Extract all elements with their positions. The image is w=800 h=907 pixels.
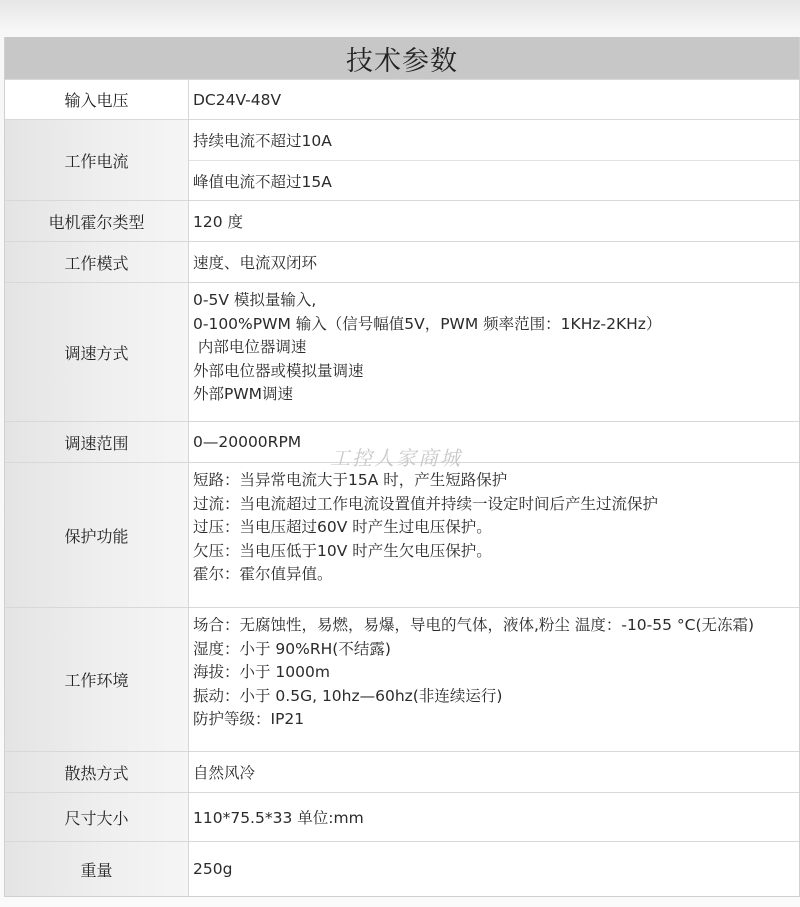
spec-value-line: 振动：小于 0.5G, 10hz—60hz(非连续运行) [193, 686, 503, 705]
spec-value-line: 过压：当电压超过60V 时产生过电压保护。 [193, 518, 492, 536]
spec-value-line: 湿度：小于 90%RH(不结露) [193, 639, 391, 658]
spec-label: 工作模式 [5, 242, 189, 282]
spec-value-line: 峰值电流不超过15A [189, 160, 799, 200]
spec-value-line: DC24V-48V [193, 90, 282, 109]
spec-value-line: 0—20000RPM [193, 433, 302, 451]
spec-row-environment [5, 607, 799, 751]
spec-value-line: 外部电位器或模拟量调速 [193, 361, 364, 380]
spec-label: 保护功能 [5, 463, 189, 607]
spec-value-line: 短路：当异常电流大于15A 时，产生短路保护 [193, 471, 508, 489]
spec-label: 电机霍尔类型 [5, 201, 189, 241]
spec-value-line: 0-5V 模拟量输入, [193, 291, 317, 309]
spec-row-weight [5, 841, 799, 897]
spec-label: 工作电流 [5, 120, 189, 200]
spec-value [189, 283, 799, 421]
spec-value-line: 速度、电流双闭环 [193, 254, 318, 272]
spec-label: 输入电压 [5, 80, 189, 119]
spec-value-line: 防护等级：IP21 [193, 710, 305, 728]
spec-value-line: 120 度 [193, 213, 244, 231]
spec-value-line: 0-100%PWM 输入（信号幅值5V，PWM 频率范围：1KHz-2KHz） [193, 314, 662, 333]
spec-value [189, 463, 799, 607]
spec-value [189, 80, 799, 119]
spec-row-speed-range [5, 421, 799, 462]
spec-value-line: 持续电流不超过10A [193, 132, 332, 150]
spec-value [189, 842, 799, 896]
spec-value [189, 608, 799, 751]
spec-row-working-current [5, 119, 799, 200]
spec-row-protection [5, 462, 799, 607]
spec-value-line: 欠压：当电压低于10V 时产生欠电压保护。 [193, 541, 492, 560]
spec-value [189, 201, 799, 241]
spec-row-dimensions [5, 792, 799, 841]
spec-value [189, 242, 799, 282]
spec-value-line: 场合：无腐蚀性，易燃，易爆，导电的气体，液体,粉尘 温度：-10-55 °C(无冻霜) [193, 616, 755, 634]
spec-label: 散热方式 [5, 752, 189, 792]
spec-label: 工作环境 [5, 608, 189, 751]
spec-row-input-voltage [5, 79, 799, 119]
spec-value-line: 自然风冷 [193, 764, 256, 782]
spec-sheet [4, 37, 800, 897]
spec-label: 调速方式 [5, 283, 189, 421]
spec-value-line: 过流：当电流超过工作电流设置值并持续一设定时间后产生过流保护 [193, 494, 659, 513]
spec-value-line: 外部PWM调速 [193, 385, 294, 403]
spec-label: 调速范围 [5, 422, 189, 462]
spec-value [189, 752, 799, 792]
spec-value [189, 120, 799, 200]
spec-row-hall-type [5, 200, 799, 241]
spec-label: 重量 [5, 842, 189, 896]
spec-value-lines [189, 463, 799, 591]
spec-row-cooling [5, 751, 799, 792]
spec-value-line: 霍尔：霍尔值异值。 [193, 565, 333, 583]
spec-value-line: 250g [193, 860, 233, 878]
spec-label: 尺寸大小 [5, 793, 189, 841]
spec-value [189, 793, 799, 841]
spec-value-lines [189, 608, 799, 736]
spec-value-line: 110*75.5*33 单位:mm [193, 809, 364, 827]
spec-value-lines [189, 283, 799, 411]
spec-value [189, 422, 799, 462]
spec-row-speed-control [5, 282, 799, 421]
shop-watermark: 工控人家商城 [330, 446, 462, 470]
spec-value-line: 海拔：小于 1000m [193, 663, 330, 681]
spec-row-working-mode [5, 241, 799, 282]
spec-title: 技术参数 [5, 37, 799, 79]
spec-value-line: 内部电位器调速 [193, 338, 307, 356]
